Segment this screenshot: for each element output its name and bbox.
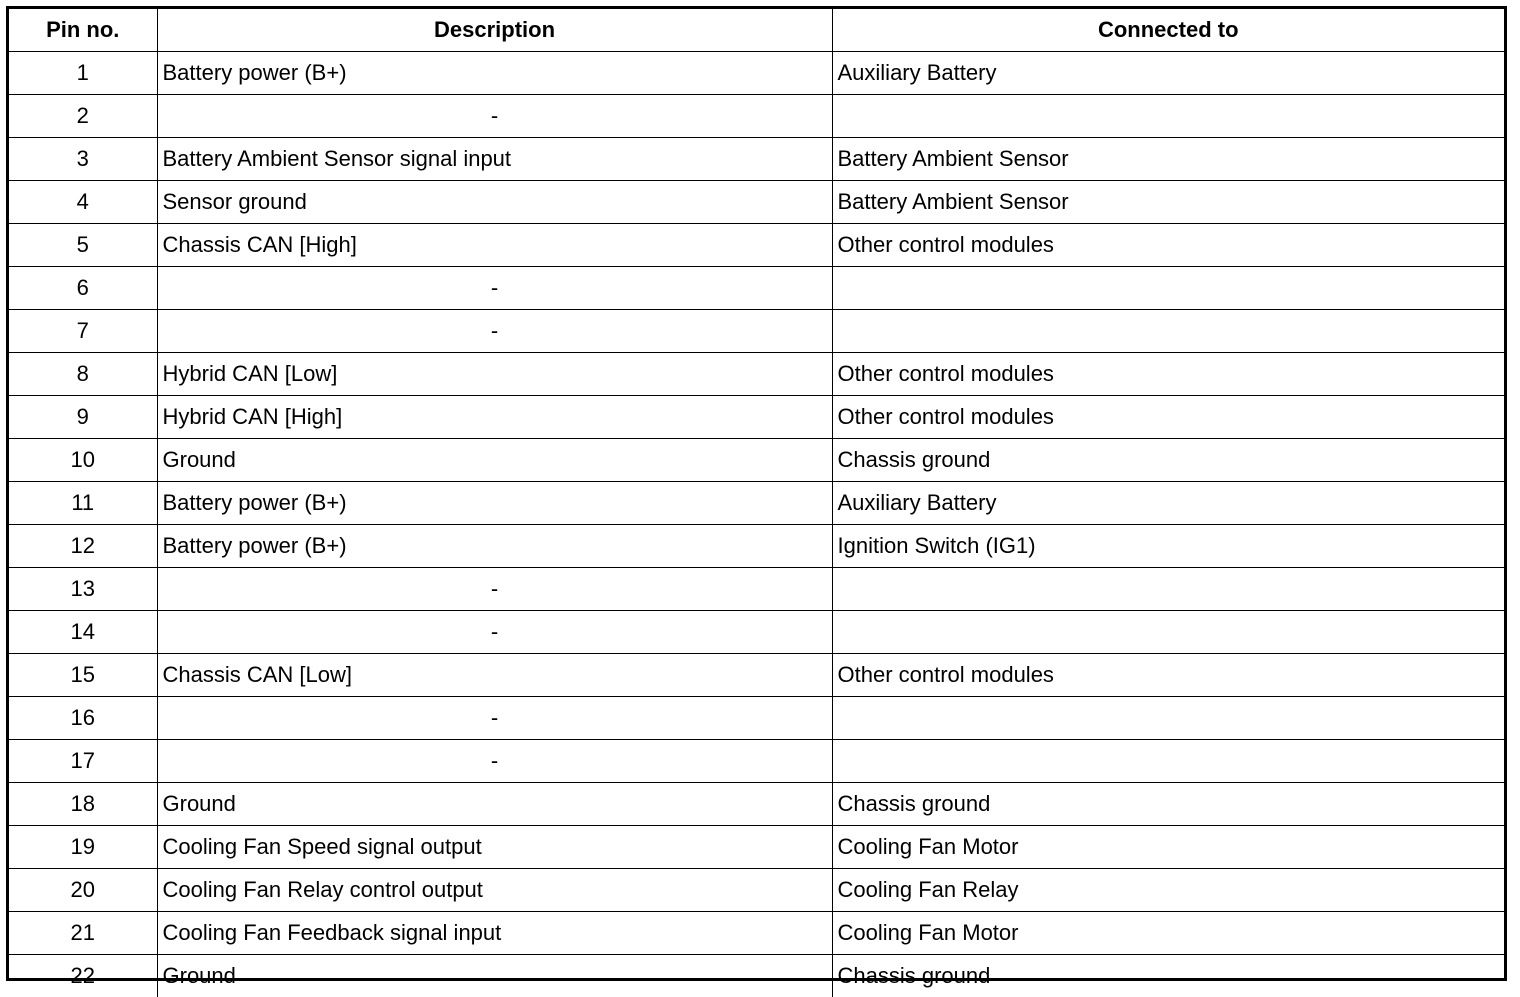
pin-number-cell: 22 — [9, 955, 157, 997]
table-row — [9, 95, 1504, 138]
table-row — [9, 181, 1504, 224]
connected-to-cell — [832, 611, 1504, 654]
connected-to-cell — [832, 740, 1504, 783]
header-pin-no: Pin no. — [9, 9, 157, 52]
description-cell: - — [157, 310, 832, 353]
table-row — [9, 783, 1504, 826]
connected-to-cell: Battery Ambient Sensor — [832, 138, 1504, 181]
description-cell: Ground — [157, 955, 832, 997]
pin-number-cell: 3 — [9, 138, 157, 181]
connected-to-cell: Chassis ground — [832, 783, 1504, 826]
connected-to-cell: Ignition Switch (IG1) — [832, 525, 1504, 568]
pin-number-cell: 6 — [9, 267, 157, 310]
connected-to-cell: Chassis ground — [832, 439, 1504, 482]
table-row — [9, 654, 1504, 697]
description-cell: Chassis CAN [Low] — [157, 654, 832, 697]
connected-to-cell: Cooling Fan Motor — [832, 826, 1504, 869]
connected-to-cell: Cooling Fan Relay — [832, 869, 1504, 912]
table-row — [9, 869, 1504, 912]
table-row — [9, 52, 1504, 95]
pin-number-cell: 15 — [9, 654, 157, 697]
table-row — [9, 267, 1504, 310]
pin-table — [9, 9, 1504, 997]
table-row — [9, 955, 1504, 997]
connected-to-cell — [832, 267, 1504, 310]
table-body — [9, 52, 1504, 997]
description-cell: - — [157, 740, 832, 783]
description-cell: - — [157, 267, 832, 310]
pin-number-cell: 21 — [9, 912, 157, 955]
description-cell: Cooling Fan Speed signal output — [157, 826, 832, 869]
table-row — [9, 396, 1504, 439]
header-connected-to: Connected to — [832, 9, 1504, 52]
pin-number-cell: 5 — [9, 224, 157, 267]
connected-to-cell — [832, 310, 1504, 353]
pin-number-cell: 11 — [9, 482, 157, 525]
pin-number-cell: 7 — [9, 310, 157, 353]
pin-number-cell: 20 — [9, 869, 157, 912]
description-cell: - — [157, 697, 832, 740]
pin-number-cell: 9 — [9, 396, 157, 439]
description-cell: Hybrid CAN [Low] — [157, 353, 832, 396]
description-cell: Sensor ground — [157, 181, 832, 224]
description-cell: - — [157, 611, 832, 654]
pin-number-cell: 2 — [9, 95, 157, 138]
table-row — [9, 482, 1504, 525]
description-cell: Hybrid CAN [High] — [157, 396, 832, 439]
pin-number-cell: 4 — [9, 181, 157, 224]
connected-to-cell: Battery Ambient Sensor — [832, 181, 1504, 224]
description-cell: Ground — [157, 439, 832, 482]
pin-number-cell: 14 — [9, 611, 157, 654]
pin-number-cell: 18 — [9, 783, 157, 826]
table-row — [9, 138, 1504, 181]
connected-to-cell — [832, 697, 1504, 740]
connected-to-cell — [832, 568, 1504, 611]
pin-number-cell: 19 — [9, 826, 157, 869]
description-cell: Cooling Fan Feedback signal input — [157, 912, 832, 955]
description-cell: - — [157, 568, 832, 611]
table-row — [9, 353, 1504, 396]
pin-number-cell: 8 — [9, 353, 157, 396]
pin-number-cell: 16 — [9, 697, 157, 740]
connected-to-cell: Cooling Fan Motor — [832, 912, 1504, 955]
table-row — [9, 740, 1504, 783]
pin-number-cell: 17 — [9, 740, 157, 783]
description-cell: Ground — [157, 783, 832, 826]
connected-to-cell: Other control modules — [832, 353, 1504, 396]
description-cell: Chassis CAN [High] — [157, 224, 832, 267]
table-row — [9, 224, 1504, 267]
connected-to-cell: Other control modules — [832, 654, 1504, 697]
table-row — [9, 611, 1504, 654]
table-row — [9, 912, 1504, 955]
pin-number-cell: 13 — [9, 568, 157, 611]
connected-to-cell — [832, 95, 1504, 138]
pin-table-container — [6, 6, 1507, 981]
pin-number-cell: 10 — [9, 439, 157, 482]
description-cell: Cooling Fan Relay control output — [157, 869, 832, 912]
connected-to-cell: Auxiliary Battery — [832, 482, 1504, 525]
table-row — [9, 568, 1504, 611]
description-cell: - — [157, 95, 832, 138]
pin-number-cell: 1 — [9, 52, 157, 95]
table-row — [9, 439, 1504, 482]
table-row — [9, 525, 1504, 568]
description-cell: Battery power (B+) — [157, 525, 832, 568]
table-row — [9, 826, 1504, 869]
connected-to-cell: Other control modules — [832, 396, 1504, 439]
pin-number-cell: 12 — [9, 525, 157, 568]
description-cell: Battery Ambient Sensor signal input — [157, 138, 832, 181]
table-row — [9, 697, 1504, 740]
description-cell: Battery power (B+) — [157, 52, 832, 95]
connected-to-cell: Other control modules — [832, 224, 1504, 267]
header-description: Description — [157, 9, 832, 52]
description-cell: Battery power (B+) — [157, 482, 832, 525]
table-row — [9, 310, 1504, 353]
table-header-row — [9, 9, 1504, 52]
connected-to-cell: Auxiliary Battery — [832, 52, 1504, 95]
connected-to-cell: Chassis ground — [832, 955, 1504, 997]
